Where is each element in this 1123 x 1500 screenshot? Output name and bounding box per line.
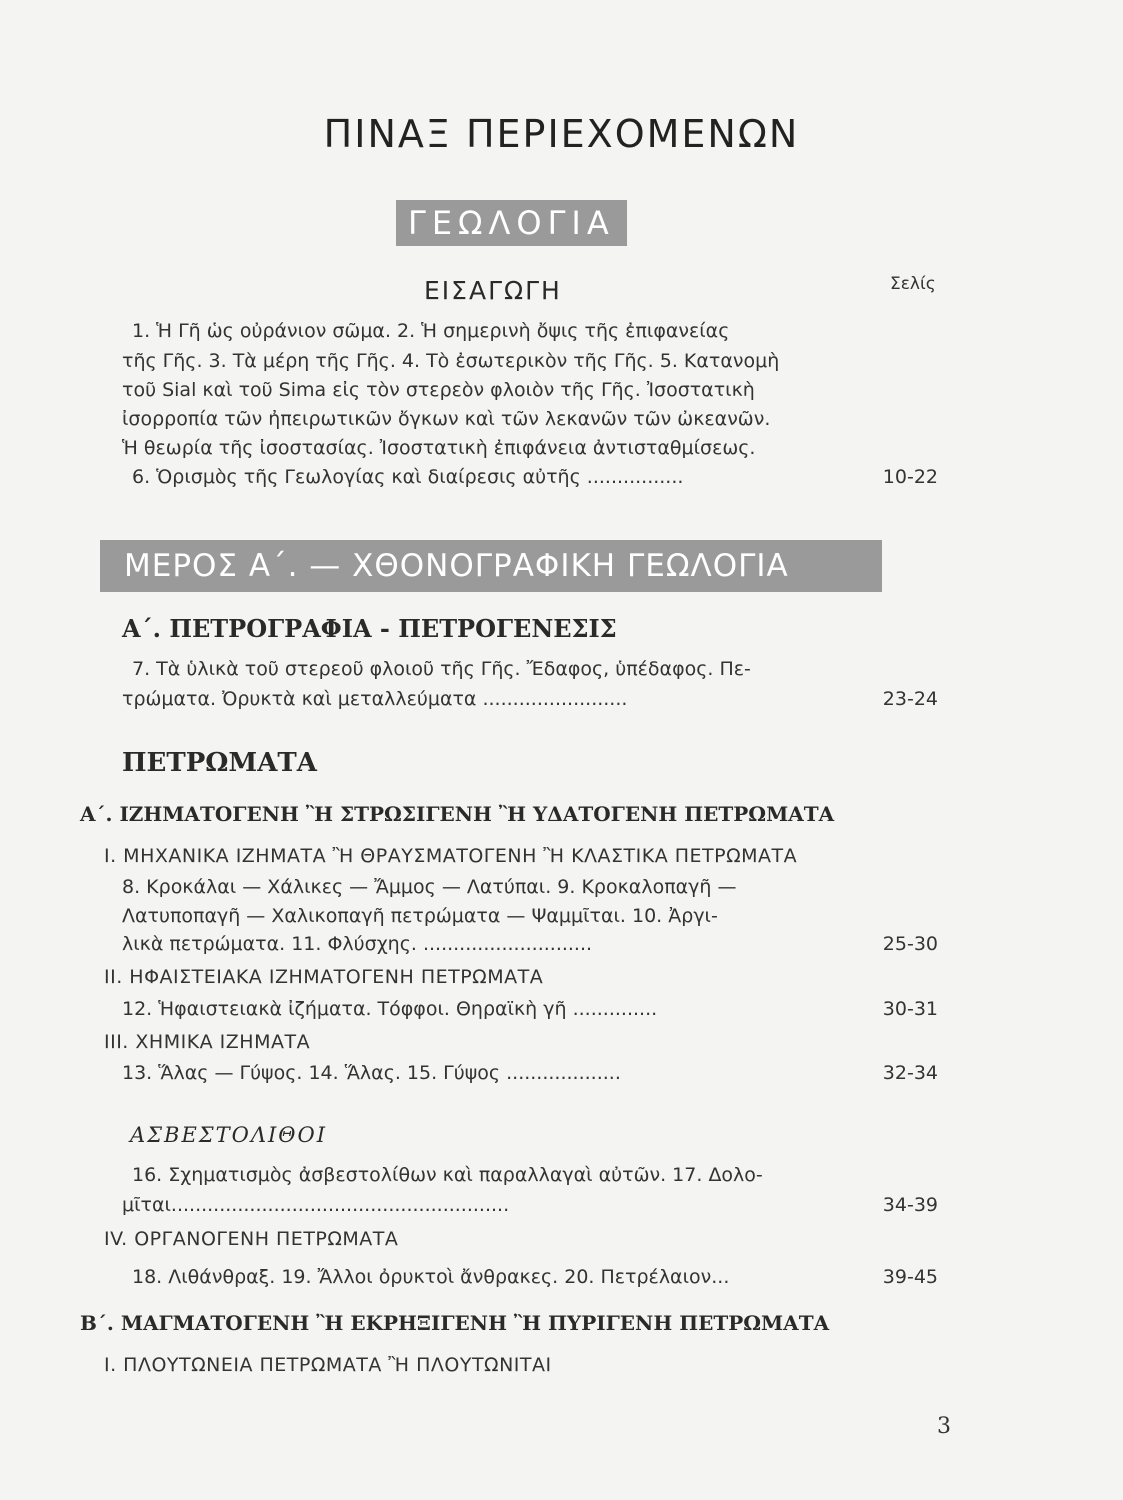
- banner-part-a: ΜΕΡΟΣ Α΄. — ΧΘΟΝΟΓΡΑΦΙΚΗ ΓΕΩΛΟΓΙΑ: [100, 540, 882, 592]
- banner-geology: ΓΕΩΛΟΓΙΑ: [396, 200, 627, 246]
- intro-line-3: τοῦ Sial καὶ τοῦ Sima εἰς τὸν στερεὸν φλοιὸν τῆς Γῆς. Ἰσοστατικὴ: [122, 379, 755, 401]
- chemical-sediments-heading: ΙΙΙ. ΧΗΜΙΚΑ ΙΖΗΜΑΤΑ: [104, 1031, 311, 1053]
- mechanical-line-2: Λατυποπαγῆ — Χαλικοπαγῆ πετρώματα — Ψαμμῖται. 10. Ἀργι-: [122, 905, 718, 927]
- volcanic-pages: 30-31: [882, 998, 938, 1020]
- mechanical-line-1: 8. Κροκάλαι — Χάλικες — Ἄμμος — Λατύπαι. 9. Κροκαλοπαγῆ —: [122, 876, 737, 898]
- plutonic-heading: Ι. ΠΛΟΥΤΩΝΕΙΑ ΠΕΤΡΩΜΑΤΑ Ἢ ΠΛΟΥΤΩΝΙΤΑΙ: [104, 1354, 552, 1376]
- petrography-line-2: τρώματα. Ὀρυκτὰ καὶ μεταλλεύματα ........................: [122, 688, 628, 710]
- volcanic-line: 12. Ἡφαιστειακὰ ἰζήματα. Τόφφοι. Θηραϊκὴ γῆ ..............: [122, 998, 658, 1020]
- intro-pages: 10-22: [882, 466, 938, 488]
- organogenic-heading: IV. ΟΡΓΑΝΟΓΕΝΗ ΠΕΤΡΩΜΑΤΑ: [104, 1228, 399, 1250]
- limestones-pages: 34-39: [882, 1194, 938, 1216]
- chemical-line: 13. Ἅλας — Γύψος. 14. Ἅλας. 15. Γύψος ...................: [122, 1062, 621, 1084]
- organogenic-pages: 39-45: [882, 1266, 938, 1288]
- organogenic-line: 18. Λιθάνθραξ. 19. Ἄλλοι ὀρυκτοὶ ἄνθρακες. 20. Πετρέλαιον...: [132, 1266, 730, 1288]
- mechanical-line-3: λικὰ πετρώματα. 11. Φλύσχης. ............................: [122, 933, 593, 955]
- rocks-heading: ΠΕΤΡΩΜΑΤΑ: [122, 748, 317, 778]
- petrography-heading: Α΄. ΠΕΤΡΟΓΡΑΦΙΑ - ΠΕΤΡΟΓΕΝΕΣΙΣ: [122, 614, 617, 643]
- page-number: 3: [937, 1414, 951, 1439]
- page-title: ΠΙΝΑΞ ΠΕΡΙΕΧΟΜΕΝΩΝ: [323, 112, 800, 156]
- sedimentary-heading: Α΄. ΙΖΗΜΑΤΟΓΕΝΗ Ἢ ΣΤΡΩΣΙΓΕΝΗ Ἢ ΥΔΑΤΟΓΕΝΗ ΠΕΤΡΩΜΑΤΑ: [80, 802, 835, 826]
- page-column-label: Σελίς: [890, 274, 936, 294]
- intro-line-1: 1. Ἡ Γῆ ὡς οὐράνιον σῶμα. 2. Ἡ σημερινὴ ὄψις τῆς ἐπιφανείας: [132, 320, 730, 342]
- intro-line-6: 6. Ὁρισμὸς τῆς Γεωλογίας καὶ διαίρεσις αὐτῆς ................: [132, 466, 684, 488]
- limestones-line-2: μῖται........................................................: [122, 1194, 510, 1216]
- intro-line-2: τῆς Γῆς. 3. Τὰ μέρη τῆς Γῆς. 4. Τὸ ἐσωτερικὸν τῆς Γῆς. 5. Κατανομὴ: [122, 350, 780, 372]
- limestones-line-1: 16. Σχηματισμὸς ἀσβεστολίθων καὶ παραλλαγαὶ αὐτῶν. 17. Δολο-: [132, 1164, 763, 1186]
- chemical-pages: 32-34: [882, 1062, 938, 1084]
- mechanical-sediments-heading: Ι. ΜΗΧΑΝΙΚΑ ΙΖΗΜΑΤΑ Ἢ ΘΡΑΥΣΜΑΤΟΓΕΝΗ Ἢ ΚΛΑΣΤΙΚΑ ΠΕΤΡΩΜΑΤΑ: [104, 845, 798, 867]
- petrography-line-1: 7. Τὰ ὑλικὰ τοῦ στερεοῦ φλοιοῦ τῆς Γῆς. Ἔδαφος, ὑπέδαφος. Πε-: [132, 658, 751, 680]
- intro-line-5: Ἡ θεωρία τῆς ἰσοστασίας. Ἰσοστατικὴ ἐπιφάνεια ἀντισταθμίσεως.: [122, 437, 756, 459]
- intro-line-4: ἰσορροπία τῶν ἠπειρωτικῶν ὄγκων καὶ τῶν λεκανῶν τῶν ὠκεανῶν.: [122, 408, 771, 430]
- mechanical-pages: 25-30: [882, 933, 938, 955]
- magmatic-heading: Β΄. ΜΑΓΜΑΤΟΓΕΝΗ Ἢ ΕΚΡΗΞΙΓΕΝΗ Ἢ ΠΥΡΙΓΕΝΗ ΠΕΤΡΩΜΑΤΑ: [80, 1311, 830, 1335]
- volcanic-sediments-heading: ΙΙ. ΗΦΑΙΣΤΕΙΑΚΑ ΙΖΗΜΑΤΟΓΕΝΗ ΠΕΤΡΩΜΑΤΑ: [104, 966, 544, 988]
- petrography-pages: 23-24: [882, 688, 938, 710]
- limestones-heading: ΑΣΒΕΣΤΟΛΙΘΟΙ: [130, 1123, 328, 1147]
- intro-heading: ΕΙΣΑΓΩΓΗ: [424, 276, 562, 305]
